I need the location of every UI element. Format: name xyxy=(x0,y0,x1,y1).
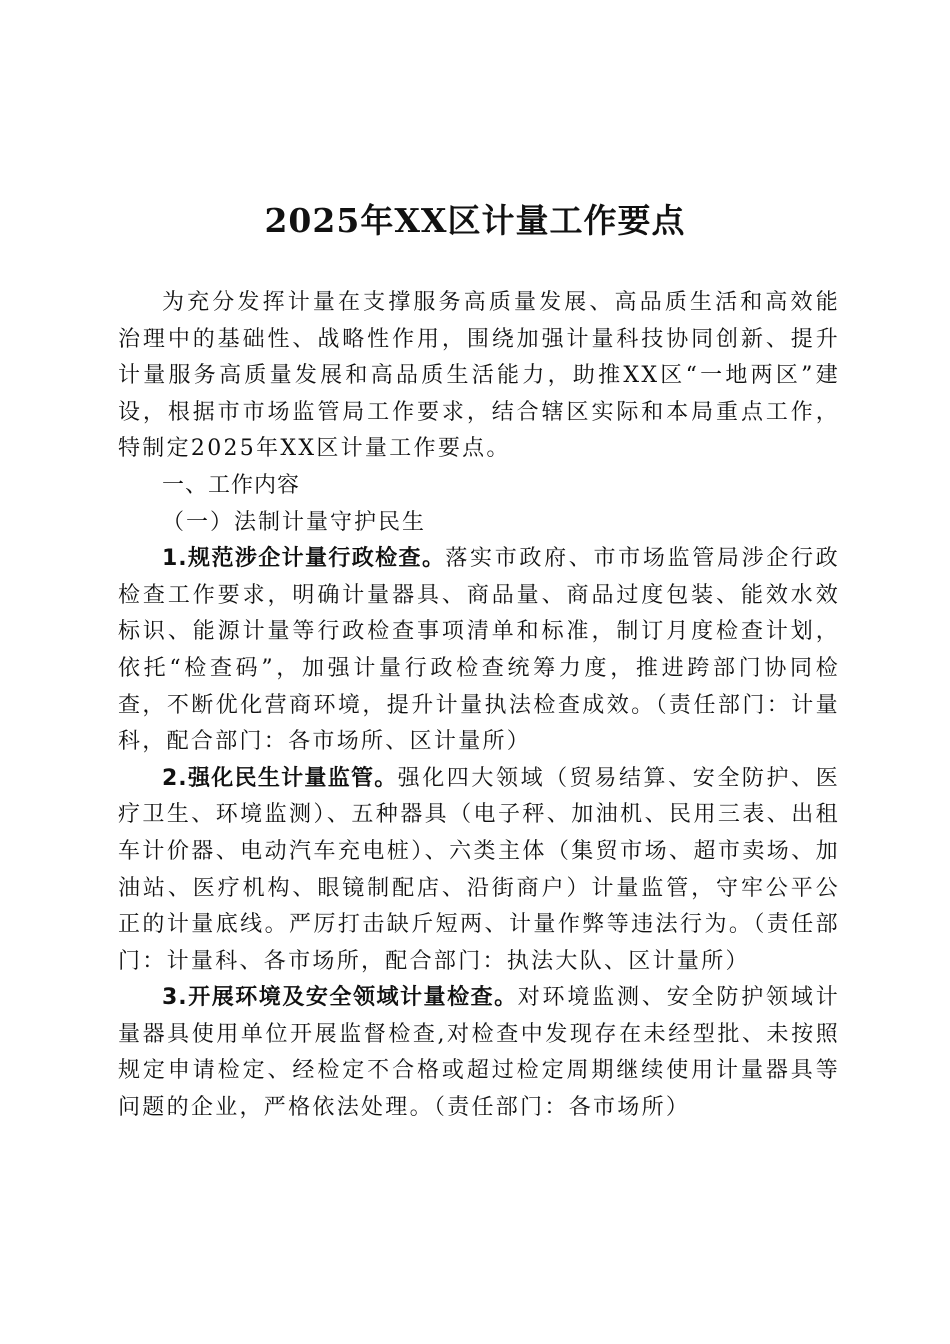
item-paragraph-1 xyxy=(118,541,840,761)
document-title: 2025年XX区计量工作要点 xyxy=(264,201,686,240)
intro-paragraph: 为充分发挥计量在支撑服务高质量发展、高品质生活和高效能治理中的基础性、战略性作用，围绕加强计量科技协同创新、提升计量服务高质量发展和高品质生活能力，助推XX区“一地两区”建设，根据市市场监管局工作要求，结合辖区实际和本局重点工作，特制定2025年XX区计量工作要点。 xyxy=(118,290,840,462)
item-3-text: 对环境监测、安全防护领域计量器具使用单位开展监督检查,对检查中发现存在未经型批、未按照规定申请检定、经检定不合格或超过检定周期继续使用计量器具等问题的企业，严格依法处理。（责任部门：各市场所） xyxy=(118,985,840,1121)
item-1-text: 落实市政府、市市场监管局涉企行政检查工作要求，明确计量器具、商品量、商品过度包装、能效水效标识、能源计量等行政检查事项清单和标准，制订月度检查计划，依托“检查码”，加强计量行政检查统筹力度，推进跨部门协同检查，不断优化营商环境，提升计量执法检查成效。（责任部门：计量科，配合部门：各市场所、区计量所） xyxy=(118,546,840,755)
item-1-lead: 1.规范涉企计量行政检查。 xyxy=(162,546,446,572)
subsection-heading-legal-metrology: （一）法制计量守护民生 xyxy=(162,509,427,535)
document-body xyxy=(118,285,840,1127)
item-paragraph-2 xyxy=(118,761,840,981)
item-2-text: 强化四大领域（贸易结算、安全防护、医疗卫生、环境监测）、五种器具（电子秤、加油机、民用三表、出租车计价器、电动汽车充电桩）、六类主体（集贸市场、超市卖场、加油站、医疗机构、眼镜制配店、沿街商户）计量监管，守牢公平公正的计量底线。严厉打击缺斤短两、计量作弊等违法行为。（责任部门：计量科、各市场所，配合部门：执法大队、区计量所） xyxy=(118,765,840,974)
item-paragraph-3 xyxy=(118,980,840,1126)
item-3-lead: 3.开展环境及安全领域计量检查。 xyxy=(162,985,518,1011)
section-heading-work-content: 一、工作内容 xyxy=(162,472,301,498)
item-2-lead: 2.强化民生计量监管。 xyxy=(162,765,398,791)
